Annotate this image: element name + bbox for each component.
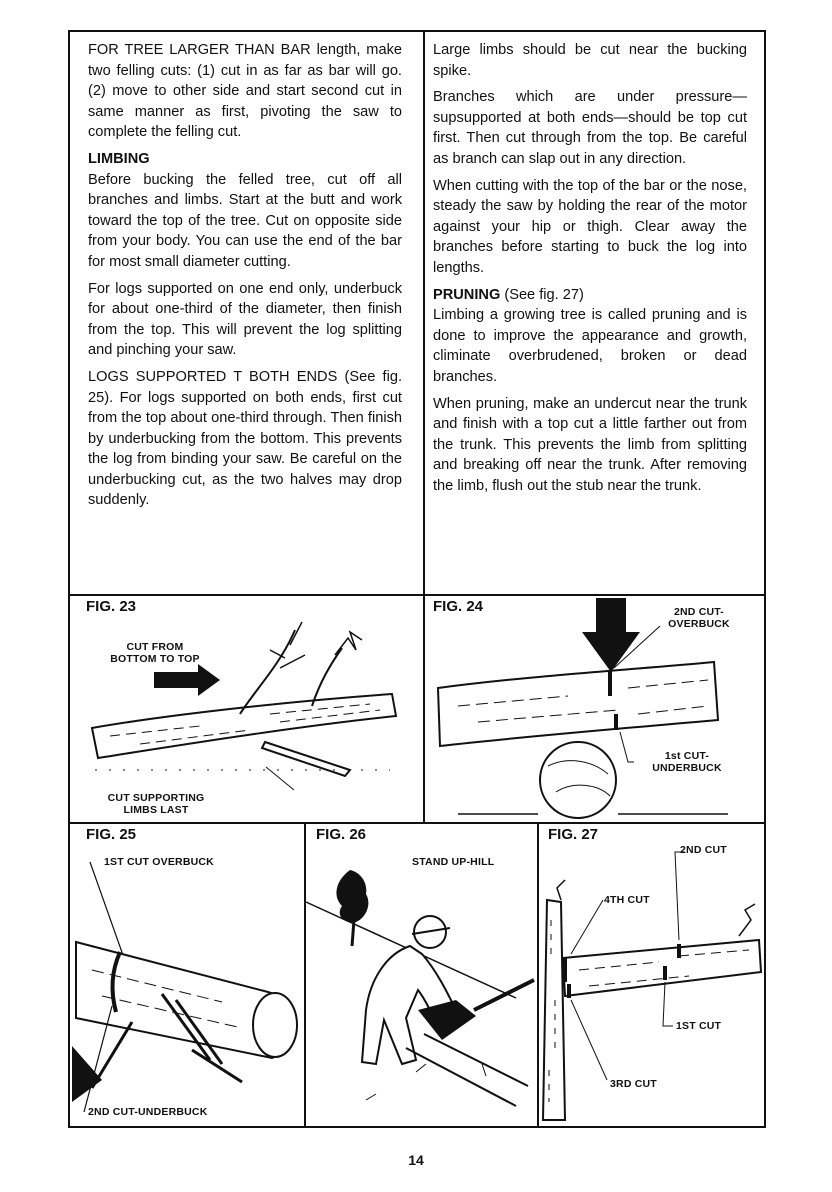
fig-23-illustration [80, 610, 410, 815]
fig-27-callout-3rd: 3RD CUT [610, 1078, 657, 1090]
fig-24-callout-bottom-line1: 1st CUT- [664, 750, 710, 762]
left-paragraph-4: LOGS SUPPORTED T BOTH ENDS (See fig. 25). For logs supported on both ends, first cut from the top about one-third through. Then finish by underbucking from the bottom. This prevents the log from binding your saw. Be careful on the underbucking cut, as the two halves may drop suddenly. [88, 368, 402, 509]
fig-27-label: FIG. 27 [548, 826, 599, 843]
fig-23-supporting-limb [262, 742, 350, 776]
fig-26-tree [336, 870, 368, 922]
fig-24-label: FIG. 24 [433, 598, 484, 615]
right-paragraph-2: Branches which are under pressure—supsupported at both ends—should be top cut first. Then cut through from the top. Be careful as branch can slap out in any direction. [433, 89, 747, 167]
fig-24-top-cut [608, 670, 612, 696]
fig-26-saw [418, 1000, 476, 1040]
fig-25-log-end [253, 993, 297, 1057]
right-paragraph-5: When pruning, make an undercut near the trunk and finish with a top cut a little farther out from the trunk. This prevents the limb from splitting and breaking off near the trunk. After removing the limb, flush out the stub near the trunk. [433, 395, 747, 494]
fig-row-divider [68, 822, 766, 824]
fig-25-callout-bottom: 2ND CUT-UNDERBUCK [88, 1106, 208, 1118]
fig-23-callout-bottom-line1: CUT SUPPORTING [107, 792, 205, 804]
pruning-heading-line [433, 285, 747, 306]
fig-27-trunk [543, 900, 565, 1120]
fig-25-callout-top: 1ST CUT OVERBUCK [104, 856, 214, 868]
fig-27-callout-1st: 1ST CUT [676, 1020, 722, 1032]
right-paragraph-4: Limbing a growing tree is called pruning and is done to improve the appearance and growth, climinate overbrudened, broken or dead branches. [433, 307, 747, 385]
left-paragraph-2: Before bucking the felled tree, cut off all branches and limbs. Start at the butt and work toward the top of the tree. Cut on opposite side from your body. You can use the end of the bar for most small diameter cutting. [88, 171, 402, 270]
fig-23-label: FIG. 23 [86, 598, 137, 615]
pruning-figure-ref: (See fig. 27) [500, 286, 584, 303]
fig-24-callout-bottom-line2: UNDERBUCK [652, 762, 722, 774]
fig-26-label: FIG. 26 [316, 826, 367, 843]
fig-25-label: FIG. 25 [86, 826, 137, 843]
page-number: 14 [408, 1152, 424, 1168]
fig-27-cut-4th [563, 958, 567, 982]
fig-27-callout-2nd: 2ND CUT [680, 844, 727, 856]
left-column [88, 40, 402, 517]
fig-26-callout: STAND UP-HILL [412, 856, 495, 868]
fig-24-support-log [540, 742, 616, 818]
limbing-heading: LIMBING [88, 150, 150, 167]
fig-24-illustration [428, 596, 762, 821]
fig-26-illustration [306, 850, 536, 1122]
fig-23-callout-bottom-line2: LIMBS LAST [123, 804, 189, 816]
right-paragraph-1: Large limbs should be cut near the bucking spike. [433, 42, 747, 79]
fig-27-cut-3rd [567, 984, 571, 998]
fig-27-callout-4th: 4TH CUT [604, 894, 650, 906]
fig-24-callout-top-line1: 2ND CUT- [673, 606, 725, 618]
fig-27-cut-2nd [677, 944, 681, 958]
fig-27-illustration [539, 840, 764, 1125]
fig-23-limb-1 [240, 630, 295, 714]
fig-27-cut-1st [663, 966, 667, 980]
right-column [433, 40, 747, 502]
right-paragraph-3: When cutting with the top of the bar or the nose, steady the saw by holding the rear of the motor against your hip or thigh. Clear away the branches before starting to buck the log into lengths. [433, 177, 747, 276]
fig-23-callout-top-line1: CUT FROM [126, 641, 184, 653]
fig-23-arrow [154, 664, 220, 696]
fig-divider-23-24 [423, 594, 425, 824]
fig-23-callout-top-line2: BOTTOM TO TOP [110, 653, 200, 665]
fig-24-arrow [582, 598, 640, 672]
fig-25-illustration [72, 850, 302, 1122]
fig-23-log [92, 694, 396, 758]
fig-27-limb [563, 940, 761, 996]
fig-24-callout-top-line2: OVERBUCK [668, 618, 730, 630]
pruning-heading: PRUNING [433, 286, 501, 303]
fig-24-bottom-cut [614, 714, 618, 730]
column-divider [423, 30, 425, 596]
left-paragraph-3: For logs supported on one end only, underbuck for about one-third of the diameter, then finish from the top. This will prevent the log splitting and pinching your saw. [88, 280, 402, 359]
left-paragraph-1: FOR TREE LARGER THAN BAR length, make two felling cuts: (1) cut in as far as bar will go. (2) move to other side and start second cut in same manner as first, pivoting the saw to complete the felling cut. [88, 42, 402, 141]
